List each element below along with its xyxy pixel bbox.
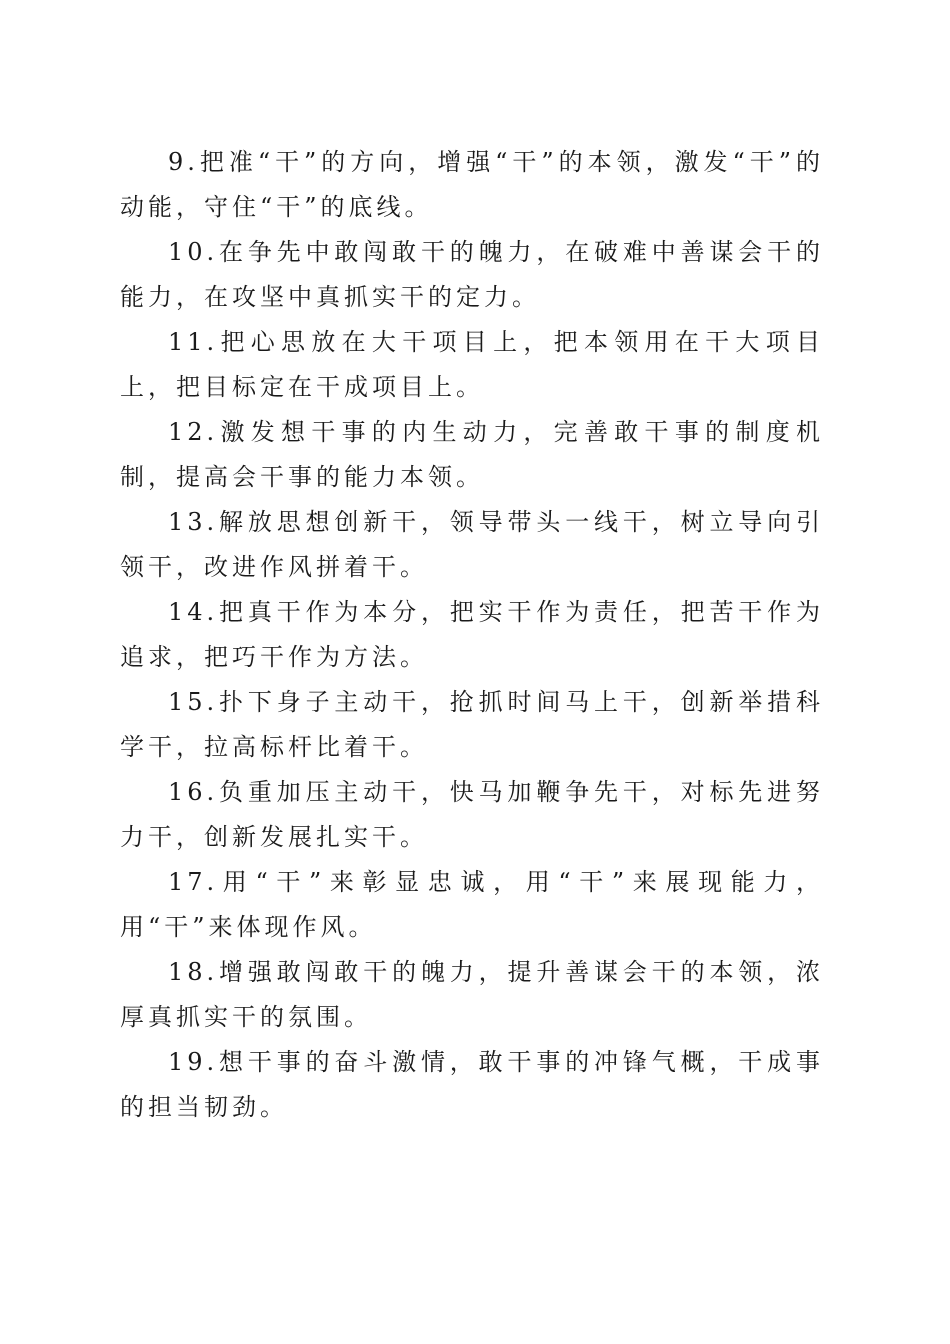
paragraph-10: 10.在争先中敢闯敢干的魄力，在破难中善谋会干的能力，在攻坚中真抓实干的定力。 [120, 238, 824, 311]
paragraph-9: 9.把准“干”的方向，增强“干”的本领，激发“干”的动能，守住“干”的底线。 [120, 148, 824, 221]
paragraph-15: 15.扑下身子主动干，抢抓时间马上干，创新举措科学干，拉高标杆比着干。 [120, 688, 824, 761]
paragraph-17: 17.用“干”来彰显忠诚，用“干”来展现能力，用“干”来体现作风。 [120, 868, 824, 941]
paragraph-18: 18.增强敢闯敢干的魄力，提升善谋会干的本领，浓厚真抓实干的氛围。 [120, 958, 824, 1031]
paragraph-19: 19.想干事的奋斗激情，敢干事的冲锋气概，干成事的担当韧劲。 [120, 1048, 824, 1121]
paragraph-13: 13.解放思想创新干，领导带头一线干，树立导向引领干，改进作风拼着干。 [120, 508, 824, 581]
paragraph-16: 16.负重加压主动干，快马加鞭争先干，对标先进努力干，创新发展扎实干。 [120, 778, 824, 851]
paragraph-14: 14.把真干作为本分，把实干作为责任，把苦干作为追求，把巧干作为方法。 [120, 598, 824, 671]
document-body [120, 140, 824, 1130]
paragraph-11: 11.把心思放在大干项目上，把本领用在干大项目上，把目标定在干成项目上。 [120, 328, 824, 401]
paragraph-12: 12.激发想干事的内生动力，完善敢干事的制度机制，提高会干事的能力本领。 [120, 418, 824, 491]
